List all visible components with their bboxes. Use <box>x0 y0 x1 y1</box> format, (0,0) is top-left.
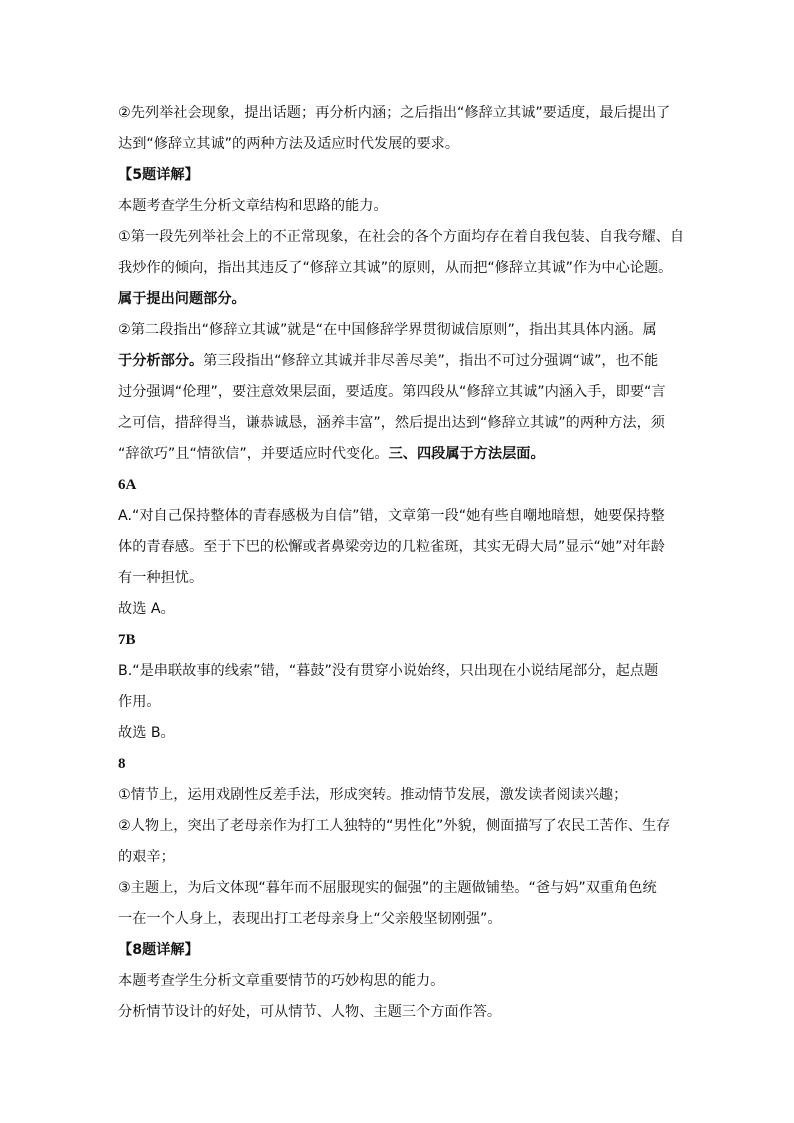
q6-line-3: 有一种担忧。 <box>118 570 204 586</box>
q7-heading: 7B <box>118 632 136 648</box>
q8-line-2: ②人物上，突出了老母亲作为打工人独特的“男性化”外貌，侧面描写了农民工苦作、生存 <box>118 818 671 834</box>
q5-p2-line-5-normal: “辞欲巧”且“情欲信”，并要适应时代变化。 <box>118 446 389 462</box>
q5-p2-line-2 <box>118 346 678 377</box>
q8-line-3: 的艰辛； <box>118 849 175 865</box>
q8-line-4: ③主题上，为后文体现“暮年而不屈服现实的倔强”的主题做铺垫。“爸与妈”双重角色统 <box>118 880 657 896</box>
q5-detail-intro: 本题考查学生分析文章结构和思路的能力。 <box>118 198 388 214</box>
q7-line-2: 作用。 <box>118 694 161 710</box>
q5-detail-heading: 【5题详解】 <box>118 167 199 183</box>
q5-p2-line-1: ②第二段指出“修辞立其诚”就是“在中国修辞学界贯彻诚信原则”，指出其具体内涵。属 <box>118 322 657 338</box>
q8-detail-method: 分析情节设计的好处，可从情节、人物、主题三个方面作答。 <box>118 1004 502 1020</box>
q8-line-5: 一在一个人身上，表现出打工老母亲身上“父亲般坚韧刚强”。 <box>118 911 502 927</box>
q5-p1-line-1: ①第一段先列举社会上的不正常现象，在社会的各个方面均存在着自我包装、自我夸耀、自 <box>118 229 685 245</box>
q5-p2-line-2-bold: 于分析部分。 <box>118 353 204 369</box>
q5-p2-line-2-rest: 第三段指出“修辞立其诚并非尽善尽美”，指出不可过分强调“诚”，也不能 <box>203 353 659 369</box>
q7-conclusion: 故选 B。 <box>118 725 175 741</box>
q8-line-1: ①情节上，运用戏剧性反差手法，形成突转。推动情节发展，激发读者阅读兴趣； <box>118 787 628 803</box>
q4-answer-line-2: 达到“修辞立其诚”的两种方法及适应时代发展的要求。 <box>118 136 460 152</box>
q5-p2-line-5 <box>118 439 678 470</box>
q5-p1-line-3: 属于提出问题部分。 <box>118 291 246 307</box>
q6-conclusion: 故选 A。 <box>118 601 175 617</box>
q8-detail-intro: 本题考查学生分析文章重要情节的巧妙构思的能力。 <box>118 973 445 989</box>
q5-p2-line-4: 之可信，措辞得当，谦恭诚恳，涵养丰富”，然后提出达到“修辞立其诚”的两种方法，须 <box>118 415 665 431</box>
q6-heading: 6A <box>118 477 137 493</box>
q8-detail-heading: 【8题详解】 <box>118 942 199 958</box>
q6-line-1: A.“对自己保持整体的青春感极为自信”错，文章第一段“她有些自嘲地暗想，她要保持整 <box>118 508 665 524</box>
q6-line-2: 体的青春感。至于下巴的松懈或者鼻梁旁边的几粒雀斑，其实无碍大局”显示“她”对年龄 <box>118 539 665 555</box>
q4-answer-line-1: ②先列举社会现象，提出话题；再分析内涵；之后指出“修辞立其诚”要适度，最后提出了 <box>118 105 671 121</box>
q5-p1-line-2: 我炒作的倾向，指出其违反了“修辞立其诚”的原则，从而把“修辞立其诚”作为中心论题。 <box>118 260 673 276</box>
document-page <box>118 98 685 1028</box>
q5-p2-line-5-bold: 三、四段属于方法层面。 <box>388 446 545 462</box>
q8-heading: 8 <box>118 756 126 772</box>
q7-line-1: B.“是串联故事的线索”错，“暮鼓”没有贯穿小说始终，只出现在小说结尾部分，起点题 <box>118 663 659 679</box>
q5-p2-line-3: 过分强调“伦理”，要注意效果层面，要适度。第四段从“修辞立其诚”内涵入手，即要“言 <box>118 384 666 400</box>
